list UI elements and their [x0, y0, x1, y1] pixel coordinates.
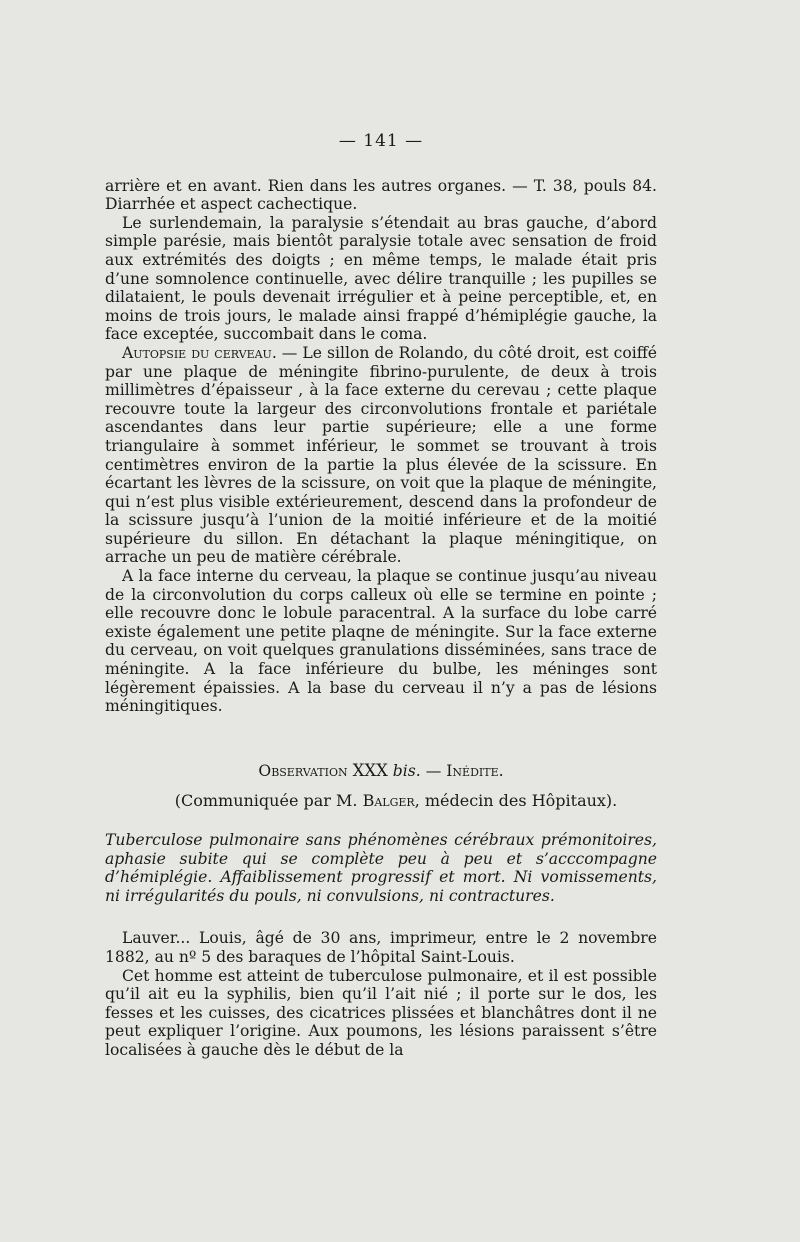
observation-bis: bis. — [392, 761, 421, 780]
paragraph-internal-face: A la face interne du cerveau, la plaque se continue jusqu’au niveau de la circonvolution du corps calleux où elle se termine en pointe ; elle recouvre donc le lobule paracentral. A la surface du lobe carré existe également une petite plaqne de méningite. Sur la face externe du cerveau, on voit quelques granulations disséminées, sans trace de méningite. A la face inférieure du bulbe, les méninges sont légèrement épaissies. A la base du cerveau il n’y a pas de lésions méningitiques. — [105, 567, 657, 716]
page-text — [105, 132, 657, 1060]
attribution-name: Balger — [362, 791, 415, 811]
case-summary: Tuberculose pulmonaire sans phénomènes cérébraux prémonitoires, aphasie subite qui se complète peu à peu et s’acccompagne d’hémiplégie. Affaiblissement progressif et mort. Ni vomissements, ni irrégularités du pouls, ni convulsions, ni contractures. — [105, 831, 657, 905]
paragraph-patient: Lauver... Louis, âgé de 30 ans, imprimeur, entre le 2 novembre 1882, au nº 5 des baraques de l’hôpital Saint-Louis. — [105, 929, 657, 966]
paragraph-history: Cet homme est atteint de tuberculose pulmonaire, et il est possible qu’il ait eu la syphilis, bien qu’il l’ait nié ; il porte sur le dos, les fesses et les cuisses, des cicatrices plissées et blanchâtres dont il ne peut expliquer l’origine. Aux poumons, les lésions paraissent s’être localisées à gauche dès le début de la — [105, 966, 657, 1059]
observation-status: Inédite. — [446, 761, 504, 780]
attribution-prefix: (Communiquée par M. — [174, 791, 358, 811]
attribution — [105, 792, 657, 811]
observation-number: XXX — [352, 760, 388, 780]
autopsy-heading: Autopsie du cerveau. — — [122, 343, 298, 362]
attribution-suffix: , médecin des Hôpitaux). — [414, 791, 618, 811]
paragraph-continuation: arrière et en avant. Rien dans les autres organes. — T. 38, pouls 84. Diarrhée et aspect cachectique. — [105, 176, 657, 214]
paragraph-autopsy — [105, 344, 657, 567]
observation-heading — [105, 762, 657, 781]
observation-dash: — — [425, 761, 442, 780]
paragraph-paralysis: Le surlendemain, la paralysie s’étendait au bras gauche, d’abord simple parésie, mais bientôt paralysie totale avec sensation de froid aux extrémités des doigts ; en même temps, le malade était pris d’une somnolence continuelle, avec délire tranquille ; les pupilles se dilataient, le pouls devenait irrégulier et à peine perceptible, et, en moins de trois jours, le malade ainsi frappé d’hémiplégie gauche, la face exceptée, succombait dans le coma. — [105, 213, 657, 344]
observation-label: Observation — [258, 761, 348, 780]
autopsy-text: Le sillon de Rolando, du côté droit, est coiffé par une plaque de méningite fibrino-purulente, de deux à trois millimètres d’épaisseur , à la face externe du cerevau ; cette plaque recouvre toute la largeur des circonvolutions frontale et pariétale ascendantes dans leur partie supérieure; elle a une forme triangulaire à sommet inférieur, le sommet se trouvant à trois centimètres environ de la partie la plus élevée de la scissure. En écartant les lèvres de la scissure, on voit que la plaque de méningite, qui n’est plus visible extérieurement, descend dans la profondeur de la scissure jusqu’à l’union de la moitié inférieure et de la moitié supérieure du sillon. En détachant la plaque méningitique, on arrache un peu de matière cérébrale. — [105, 343, 658, 567]
page-number: — 141 — — [338, 131, 424, 151]
